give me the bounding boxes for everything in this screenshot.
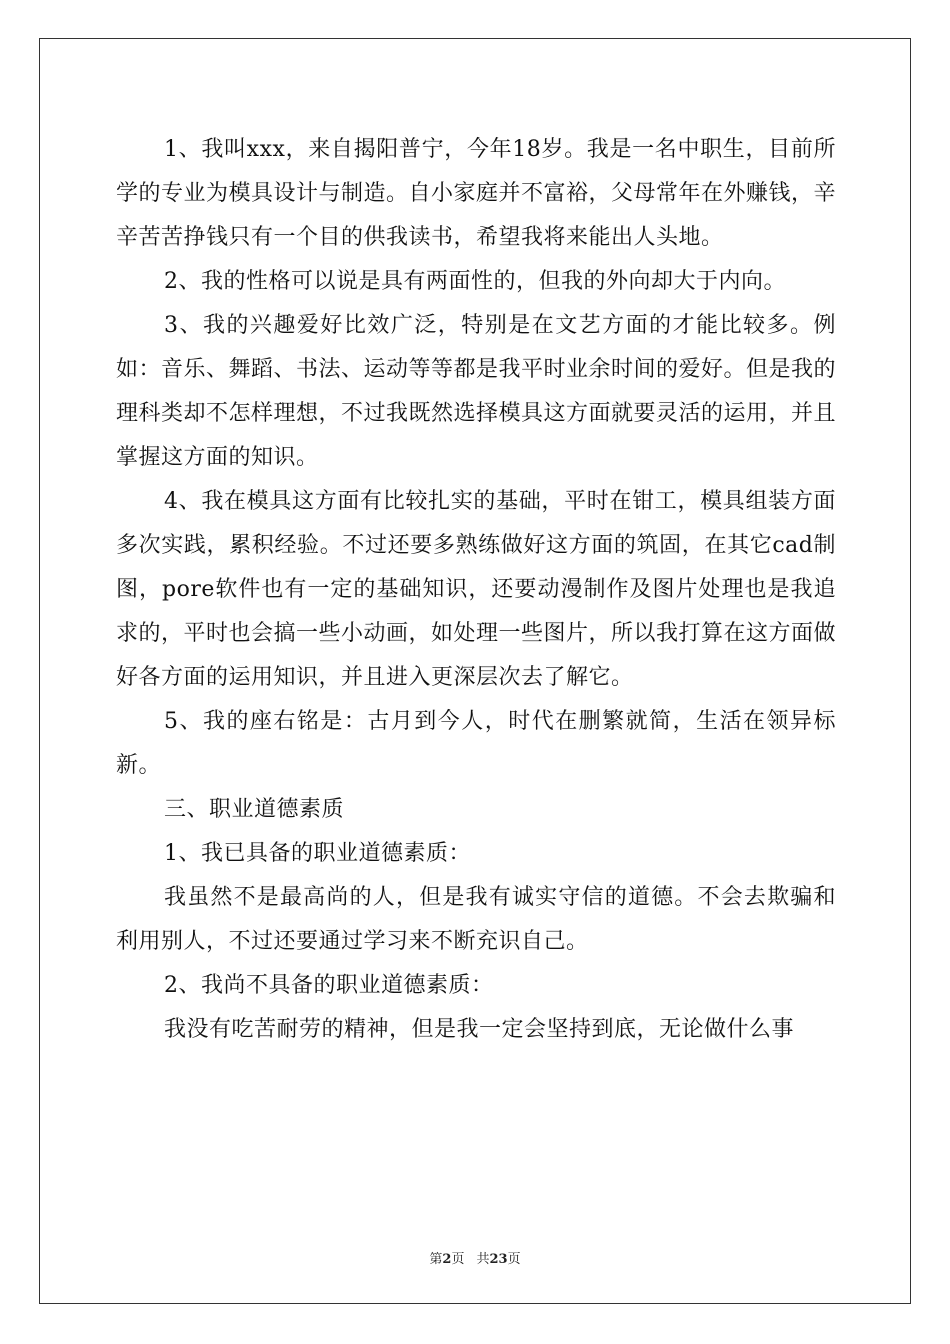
paragraph-7: 1、我已具备的职业道德素质： xyxy=(164,841,471,866)
footer-page-number: 2 xyxy=(442,1252,452,1267)
paragraph-8: 我虽然不是最高尚的人，但是我有诚实守信的道德。不会去欺骗和利用别人，不过还要通过学习来不断充识自己。 xyxy=(116,885,836,954)
footer-total-prefix: 共 xyxy=(476,1252,490,1267)
paragraph-9: 2、我尚不具备的职业道德素质： xyxy=(164,973,494,998)
footer-total-suffix: 页 xyxy=(507,1252,521,1267)
paragraph-5: 5、我的座右铭是：古月到今人，时代在删繁就简，生活在领异标新。 xyxy=(116,709,836,778)
document-body xyxy=(116,128,836,1052)
paragraph-2: 2、我的性格可以说是具有两面性的，但我的外向却大于内向。 xyxy=(164,269,786,294)
paragraph-1: 1、我叫xxx，来自揭阳普宁，今年18岁。我是一名中职生，目前所学的专业为模具设计与制造。自小家庭并不富裕，父母常年在外赚钱，辛辛苦苦挣钱只有一个目的供我读书，希望我将来能出人头地。 xyxy=(116,137,837,250)
page-footer xyxy=(0,1248,950,1267)
section-heading: 三、职业道德素质 xyxy=(164,797,345,822)
footer-prefix: 第 xyxy=(429,1252,443,1267)
paragraph-4: 4、我在模具这方面有比较扎实的基础，平时在钳工，模具组装方面多次实践，累积经验。不过还要多熟练做好这方面的筑固，在其它cad制图，pore软件也有一定的基础知识，还要动漫制作及图片处理也是我追求的，平时也会搞一些小动画，如处理一些图片，所以我打算在这方面做好各方面的运用知识，并且进入更深层次去了解它。 xyxy=(116,489,837,690)
footer-total-pages: 23 xyxy=(489,1252,508,1267)
paragraph-3: 3、我的兴趣爱好比效广泛，特别是在文艺方面的才能比较多。例如：音乐、舞蹈、书法、运动等等都是我平时业余时间的爱好。但是我的理科类却不怎样理想，不过我既然选择模具这方面就要灵活的运用，并且掌握这方面的知识。 xyxy=(116,313,837,470)
paragraph-10: 我没有吃苦耐劳的精神，但是我一定会坚持到底，无论做什么事 xyxy=(164,1017,795,1042)
footer-page-suffix: 页 xyxy=(451,1252,465,1267)
